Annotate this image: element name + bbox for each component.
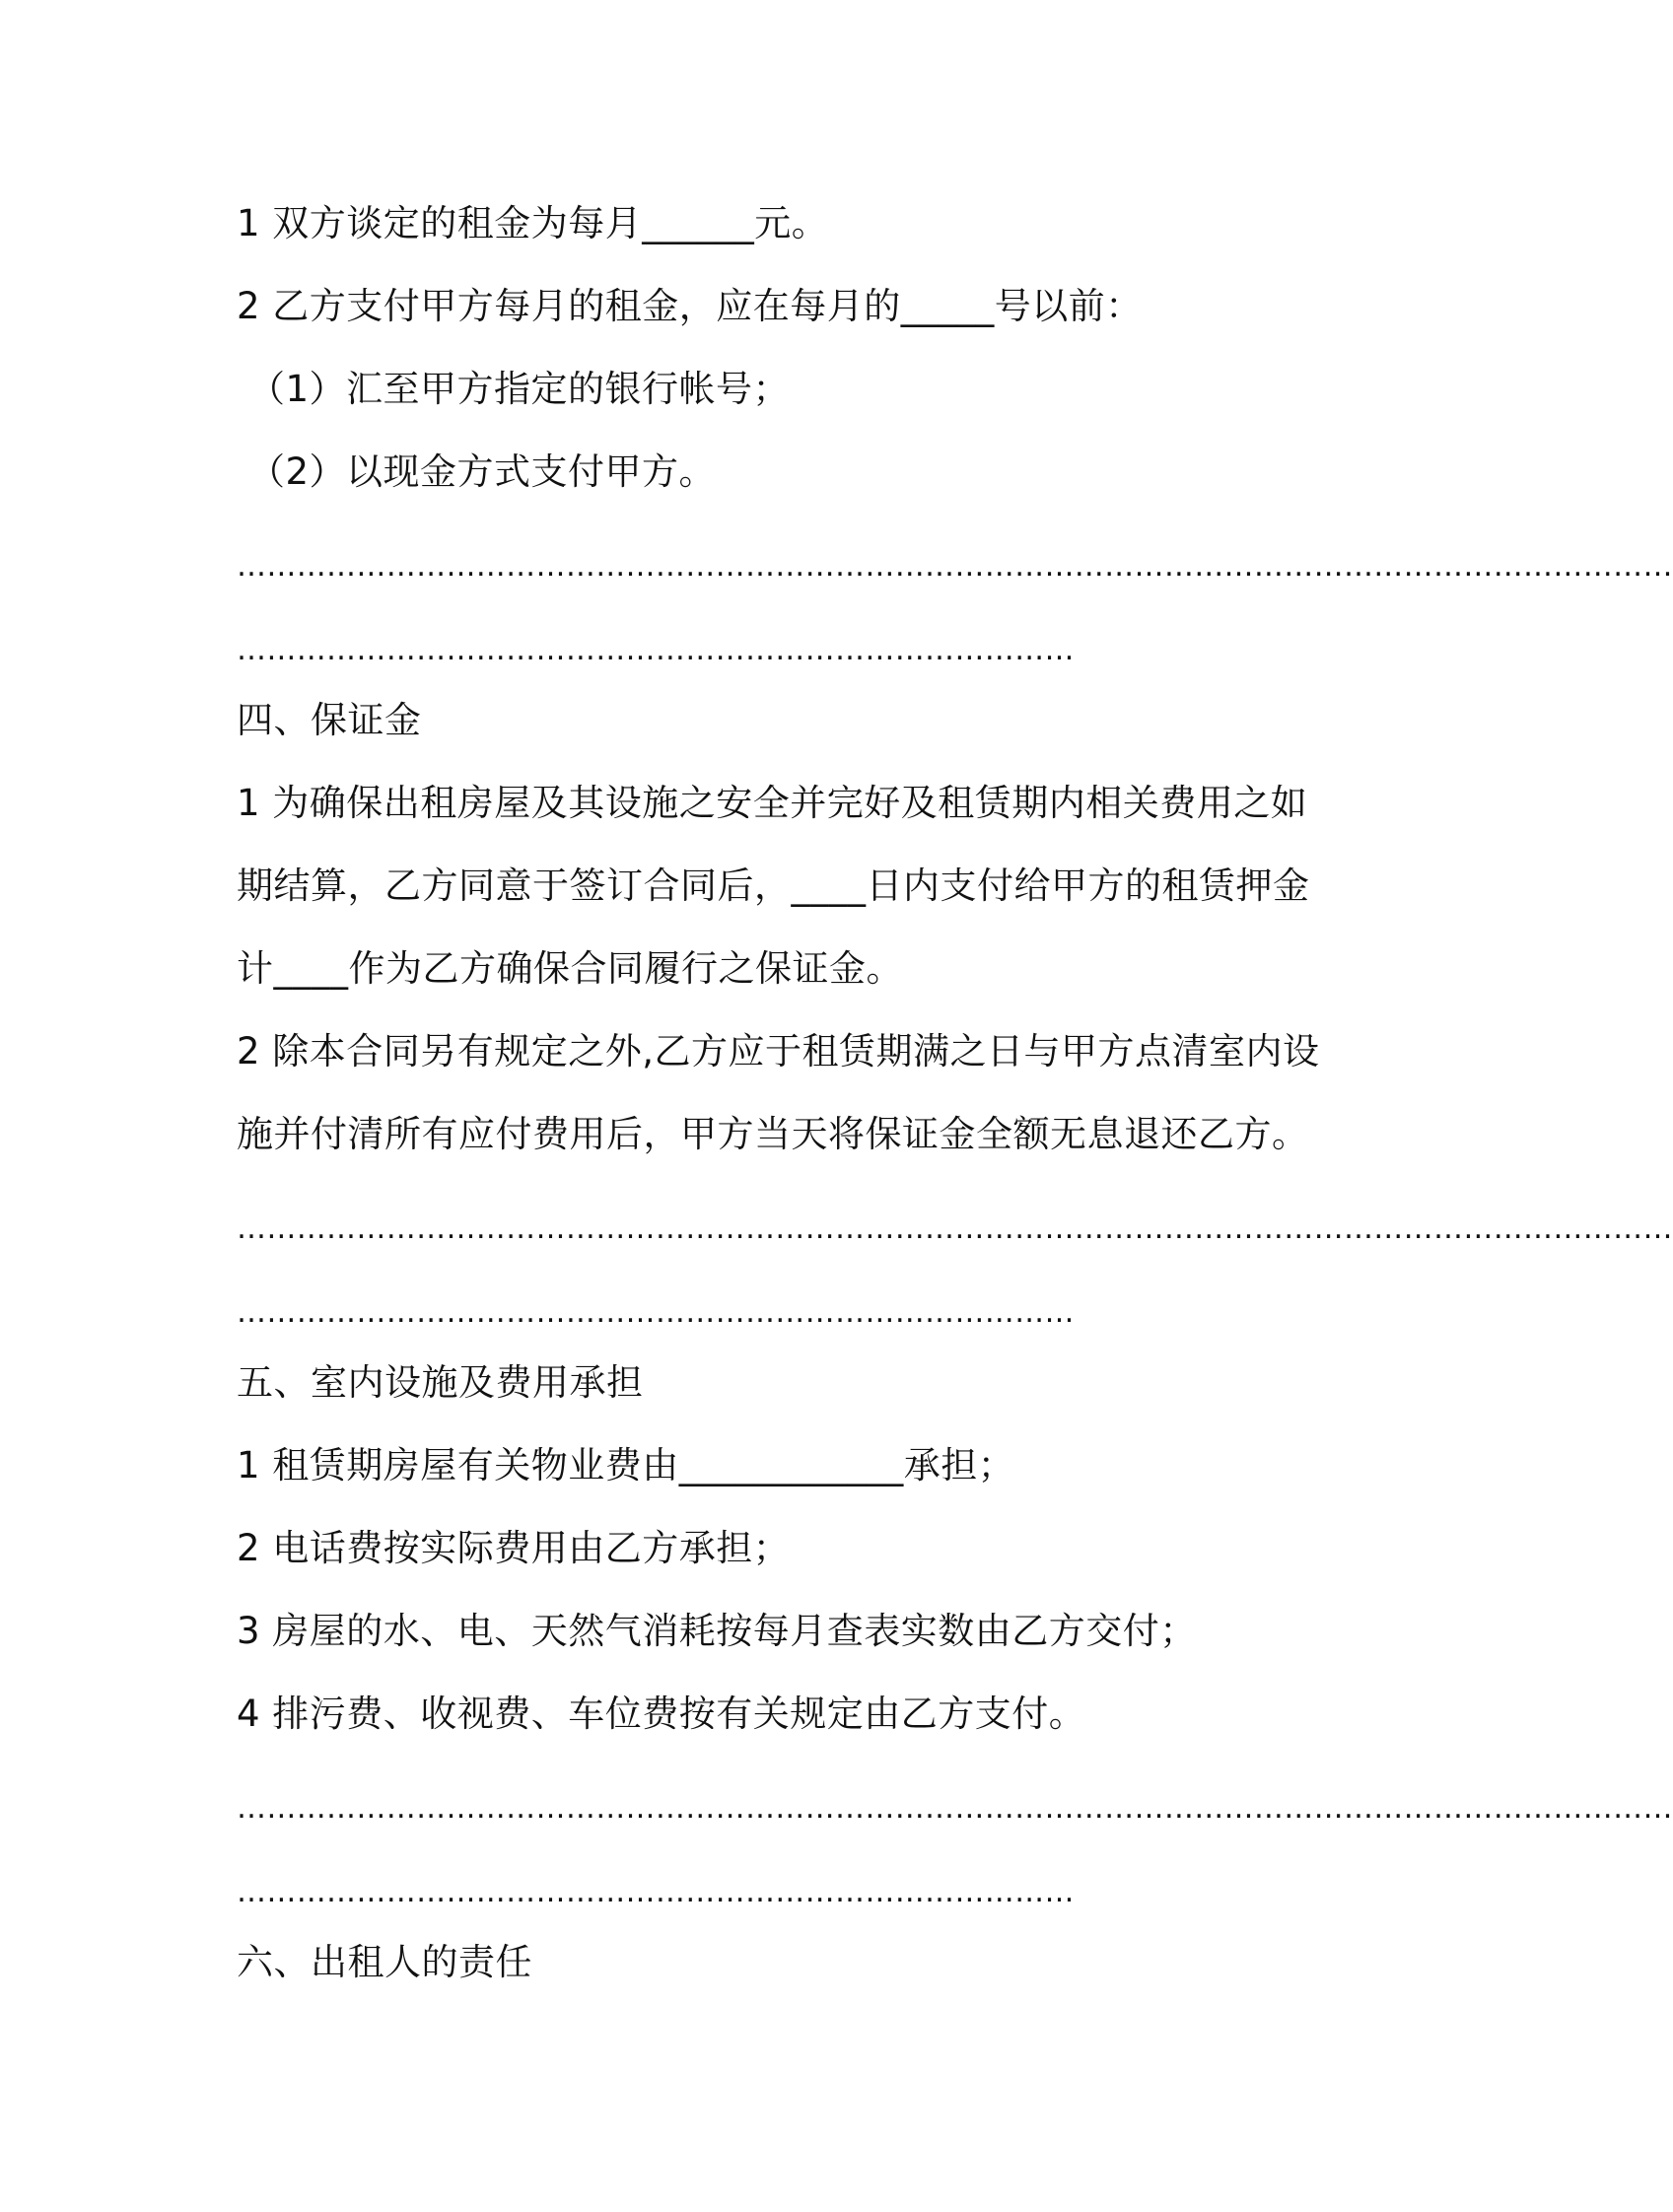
ellipsis-divider: ………………………………………………………………………… xyxy=(237,1295,1075,1330)
deposit-clause-1: 1 为确保出租房屋及其设施之安全并完好及租赁期内相关费用之如 xyxy=(237,782,1308,824)
property-fee-clause: 1 租赁期房屋有关物业费由____________承担； xyxy=(237,1444,1015,1486)
phone-fee-clause: 2 电话费按实际费用由乙方承担； xyxy=(237,1527,791,1569)
section-heading-lessor-duties: 六、出租人的责任 xyxy=(237,1941,532,1983)
deposit-clause-1-cont: 期结算，乙方同意于签订合同后，____日内支付给甲方的租赁押金 xyxy=(237,864,1310,907)
other-fees-clause: 4 排污费、收视费、车位费按有关规定由乙方支付。 xyxy=(237,1693,1086,1735)
ellipsis-divider: ………………………………………………………………………… xyxy=(237,1875,1075,1909)
ellipsis-divider: ……………………………………………………………………………………………………………………………… xyxy=(237,1211,1673,1246)
deposit-clause-1-cont: 计____作为乙方确保合同履行之保证金。 xyxy=(237,947,903,990)
ellipsis-divider: ……………………………………………………………………………………………………………………………… xyxy=(237,549,1673,584)
section-heading-deposit: 四、保证金 xyxy=(237,699,422,741)
ellipsis-divider: ………………………………………………………………………… xyxy=(237,633,1075,667)
payment-method-bank: （1）汇至甲方指定的银行帐号； xyxy=(248,368,791,410)
utilities-fee-clause: 3 房屋的水、电、天然气消耗按每月查表实数由乙方交付； xyxy=(237,1610,1197,1652)
deposit-clause-2: 2 除本合同另有规定之外,乙方应于租赁期满之日与甲方点清室内设 xyxy=(237,1030,1320,1072)
deposit-clause-2-cont: 施并付清所有应付费用后，甲方当天将保证金全额无息退还乙方。 xyxy=(237,1113,1309,1155)
section-heading-facilities-costs: 五、室内设施及费用承担 xyxy=(237,1361,644,1404)
rent-amount-clause: 1 双方谈定的租金为每月______元。 xyxy=(237,202,829,244)
ellipsis-divider: ……………………………………………………………………………………………………………………………… xyxy=(237,1791,1673,1826)
payment-method-cash: （2）以现金方式支付甲方。 xyxy=(248,450,717,493)
rent-payment-deadline-clause: 2 乙方支付甲方每月的租金，应在每月的_____号以前： xyxy=(237,285,1143,327)
